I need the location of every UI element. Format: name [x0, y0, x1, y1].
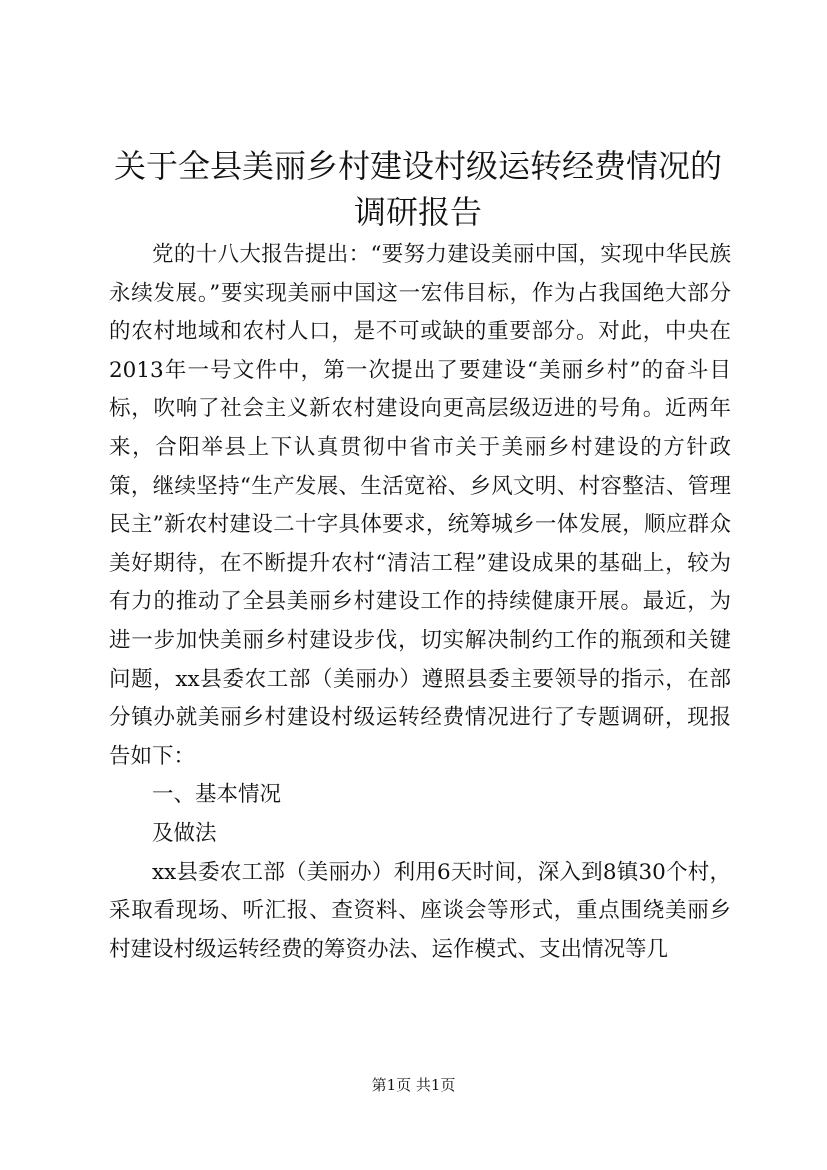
- document-title: 关于全县美丽乡村建设村级运转经费情况的调研报告: [113, 147, 722, 231]
- document-body: [109, 236, 731, 969]
- page-number-footer: 第1页 共1页: [371, 1076, 456, 1094]
- body-paragraph: xx县委农工部（美丽办）利用6天时间，深入到8镇30个村，采取看现场、听汇报、查资料、座谈会等形式，重点围绕美丽乡村建设村级运转经费的筹资办法、运作模式、支出情况等几: [109, 859, 732, 962]
- body-paragraph: 党的十八大报告提出：“要努力建设美丽中国，实现中华民族永续发展。”要实现美丽中国这一宏伟目标，作为占我国绝大部分的农村地域和农村人口，是不可或缺的重要部分。对此，中央在2013年一号文件中，第一次提出了要建设“美丽乡村”的奋斗目标，吹响了社会主义新农村建设向更高层级迈进的号角。近两年来，合阳举县上下认真贯彻中省市关于美丽乡村建设的方针政策，继续坚持“生产发展、生活宽裕、乡风文明、村容整洁、管理民主”新农村建设二十字具体要求，统筹城乡一体发展，顺应群众美好期待，在不断提升农村“清洁工程”建设成果的基础上，较为有力的推动了全县美丽乡村建设工作的持续健康开展。最近，为进一步加快美丽乡村建设步伐，切实解决制约工作的瓶颈和关键问题，xx县委农工部（美丽办）遵照县委主要领导的指示，在部分镇办就美丽乡村建设村级运转经费情况进行了专题调研，现报告如下：: [109, 242, 731, 769]
- section-heading: 一、基本情况: [152, 782, 282, 808]
- section-heading-continuation: 及做法: [152, 820, 217, 846]
